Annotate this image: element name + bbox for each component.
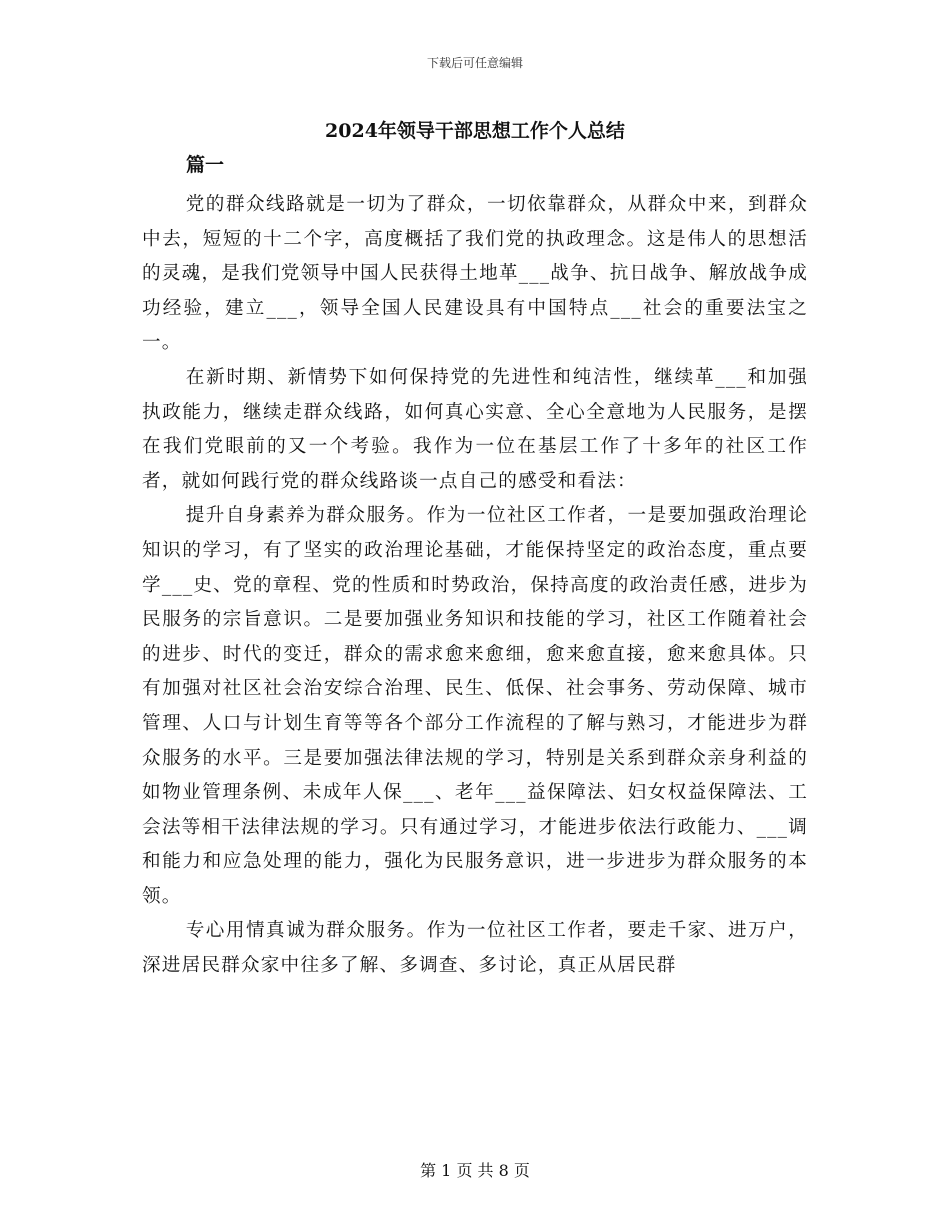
paragraph: 党的群众线路就是一切为了群众，一切依靠群众，从群众中来，到群众中去，短短的十二个字，高度概括了我们党的执政理念。这是伟人的思想活的灵魂，是我们党领导中国人民获得土地革___战争、抗日战争、解放战争成功经验，建立___，领导全国人民建设具有中国特点___社会的重要法宝之一。 [142, 194, 808, 354]
paragraph: 在新时期、新情势下如何保持党的先进性和纯洁性，继续革___和加强执政能力，继续走群众线路，如何真心实意、全心全意地为人民服务，是摆在我们党眼前的又一个考验。我作为一位在基层工作了十多年的社区工作者，就如何践行党的群众线路谈一点自己的感受和看法： [142, 366, 808, 492]
section-heading: 篇一 [186, 154, 225, 176]
paragraph: 专心用情真诚为群众服务。作为一位社区工作者，要走千家、进万户，深进居民群众家中往多了解、多调查、多讨论，真正从居民群 [142, 920, 808, 977]
document-title: 2024年领导干部思想工作个人总结 [325, 120, 625, 142]
paragraph: 提升自身素养为群众服务。作为一位社区工作者，一是要加强政治理论知识的学习，有了坚实的政治理论基础，才能保持坚定的政治态度，重点要学___史、党的章程、党的性质和时势政治，保持高度的政治责任感，进步为民服务的宗旨意识。二是要加强业务知识和技能的学习，社区工作随着社会的进步、时代的变迁，群众的需求愈来愈细，愈来愈直接，愈来愈具体。只有加强对社区社会治安综合治理、民生、低保、社会事务、劳动保障、城市管理、人口与计划生育等等各个部分工作流程的了解与熟习，才能进步为群众服务的水平。三是要加强法律法规的学习，特别是关系到群众亲身利益的如物业管理条例、未成年人保___、老年___益保障法、妇女权益保障法、工会法等相干法律法规的学习。只有通过学习，才能进步依法行政能力、___调和能力和应急处理的能力，强化为民服务意识，进一步进步为群众服务的本领。 [142, 505, 808, 907]
page-number-footer: 第 1 页 共 8 页 [420, 1161, 530, 1180]
document-body [142, 188, 808, 984]
page-header-note: 下载后可任意编辑 [426, 56, 523, 70]
